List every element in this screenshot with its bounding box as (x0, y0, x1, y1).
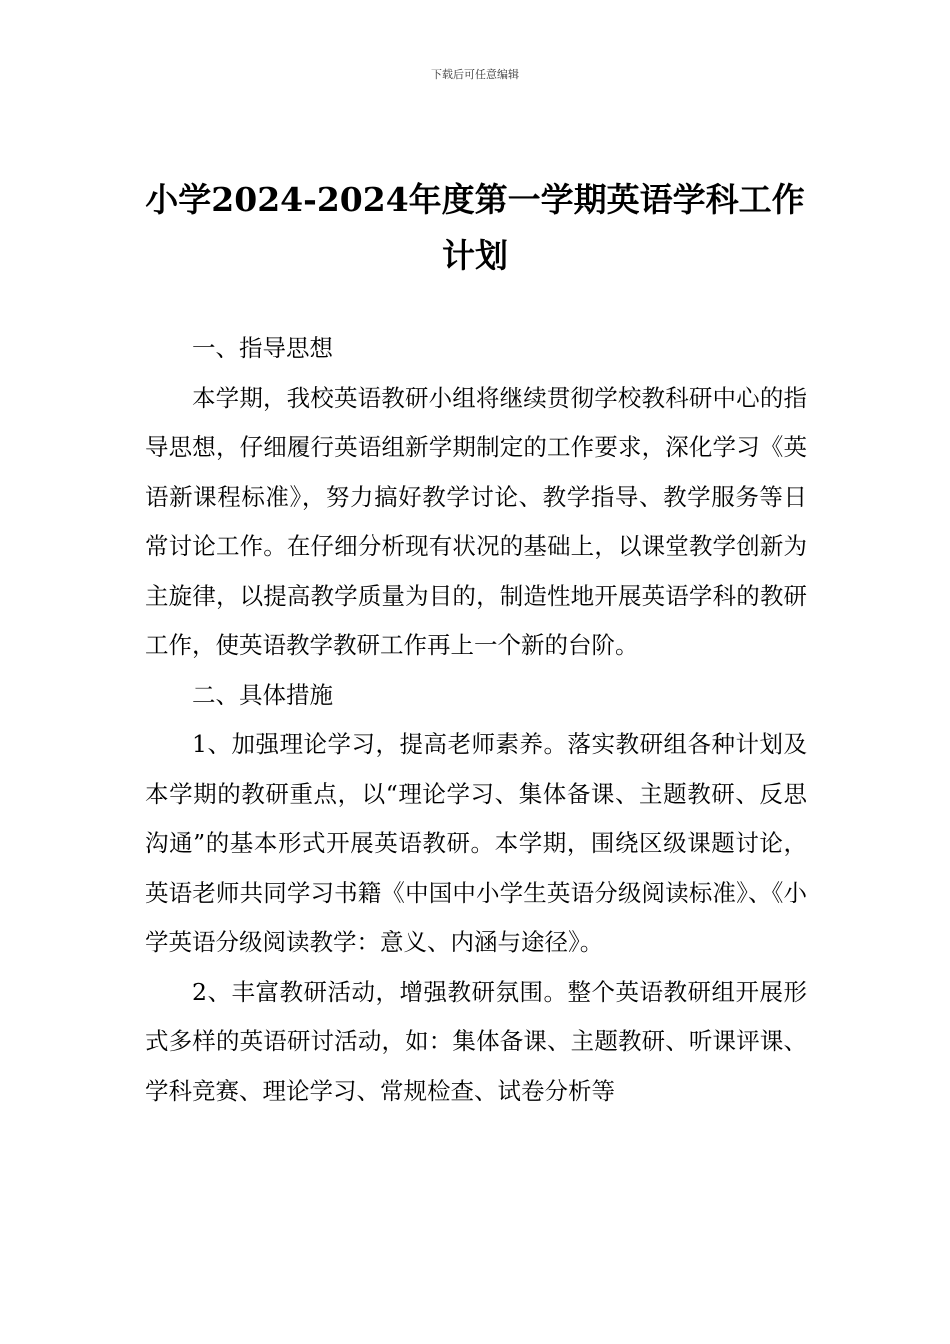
section-heading-guiding-ideology: 一、指导思想 (192, 334, 333, 362)
paragraph-measure-1: 1、加强理论学习，提高老师素养。落实教研组各种计划及本学期的教研重点，以“理论学习、集体备课、主题教研、反思沟通”的基本形式开展英语教研。本学期，围绕区级课题讨论，英语老师共同学习书籍《中国中小学生英语分级阅读标准》、《小学英语分级阅读教学：意义、内涵与途径》。 (145, 730, 807, 956)
page-header-note: 下载后可任意编辑 (431, 68, 519, 81)
section-heading-specific-measures: 二、具体措施 (192, 680, 333, 709)
paragraph-measure-2: 2、丰富教研活动，增强教研氛围。整个英语教研组开展形式多样的英语研讨活动，如：集体备课、主题教研、听课评课、学科竞赛、理论学习、常规检查、试卷分析等 (145, 977, 807, 1105)
paragraph-guiding-ideology: 本学期，我校英语教研小组将继续贯彻学校教科研中心的指导思想，仔细履行英语组新学期制定的工作要求，深化学习《英语新课程标准》，努力搞好教学讨论、教学指导、教学服务等日常讨论工作。在仔细分析现有状况的基础上，以课堂教学创新为主旋律，以提高教学质量为目的，制造性地开展英语学科的教研工作，使英语教学教研工作再上一个新的台阶。 (145, 383, 807, 659)
document-title: 小学2024-2024年度第一学期英语学科工作计划 (145, 180, 805, 275)
document-body (145, 324, 807, 1116)
